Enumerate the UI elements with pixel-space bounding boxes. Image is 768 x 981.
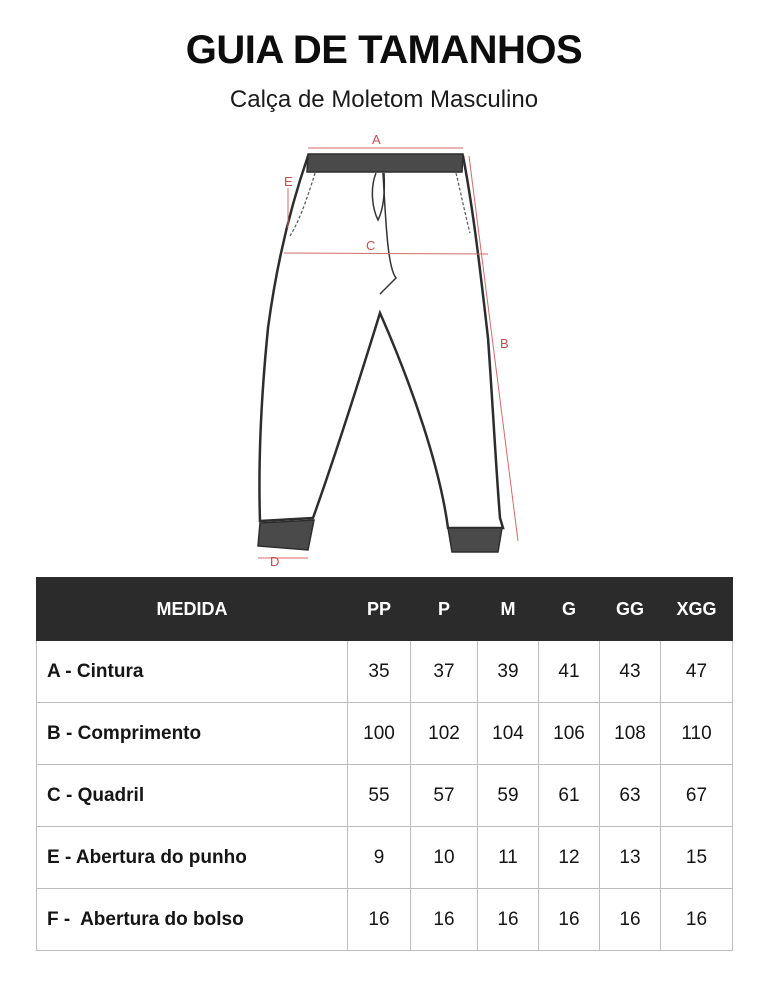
cell: 16 <box>478 889 539 951</box>
header-size: XGG <box>661 578 733 641</box>
header-size: G <box>539 578 600 641</box>
cell: 41 <box>539 641 600 703</box>
table-row <box>37 703 733 765</box>
cell: 11 <box>478 827 539 889</box>
header-size: GG <box>600 578 661 641</box>
row-label: C - Quadril <box>37 765 348 827</box>
row-label: E - Abertura do punho <box>37 827 348 889</box>
cell: 63 <box>600 765 661 827</box>
header-size: P <box>411 578 478 641</box>
page-title: GUIA DE TAMANHOS <box>185 28 583 72</box>
cell: 12 <box>539 827 600 889</box>
cell: 13 <box>600 827 661 889</box>
cell: 37 <box>411 641 478 703</box>
cell: 9 <box>348 827 411 889</box>
cell: 16 <box>600 889 661 951</box>
header-medida: MEDIDA <box>37 578 348 641</box>
page-subtitle: Calça de Moletom Masculino <box>229 86 539 113</box>
pants-diagram <box>248 128 538 573</box>
cell: 57 <box>411 765 478 827</box>
header-size: M <box>478 578 539 641</box>
cell: 16 <box>661 889 733 951</box>
table-row <box>37 889 733 951</box>
cell: 61 <box>539 765 600 827</box>
cell: 102 <box>411 703 478 765</box>
row-label: A - Cintura <box>37 641 348 703</box>
row-label: B - Comprimento <box>37 703 348 765</box>
row-label: F - Abertura do bolso <box>37 889 348 951</box>
size-table <box>36 577 733 951</box>
cell: 67 <box>661 765 733 827</box>
header-size: PP <box>348 578 411 641</box>
cell: 106 <box>539 703 600 765</box>
label-a: A <box>372 132 381 147</box>
cell: 39 <box>478 641 539 703</box>
cell: 110 <box>661 703 733 765</box>
table-row <box>37 641 733 703</box>
table-row <box>37 765 733 827</box>
cell: 47 <box>661 641 733 703</box>
cell: 100 <box>348 703 411 765</box>
cell: 16 <box>539 889 600 951</box>
label-e: E <box>284 174 293 189</box>
label-d: D <box>270 554 280 569</box>
cell: 43 <box>600 641 661 703</box>
cell: 104 <box>478 703 539 765</box>
cell: 15 <box>661 827 733 889</box>
table-row <box>37 827 733 889</box>
left-cuff <box>258 520 314 550</box>
right-cuff <box>448 528 502 552</box>
table-header-row <box>37 578 733 641</box>
cell: 10 <box>411 827 478 889</box>
label-b: B <box>500 336 509 351</box>
cell: 108 <box>600 703 661 765</box>
cell: 59 <box>478 765 539 827</box>
cell: 16 <box>411 889 478 951</box>
label-c: C <box>366 238 376 253</box>
cell: 55 <box>348 765 411 827</box>
cell: 16 <box>348 889 411 951</box>
waistband <box>307 154 463 172</box>
cell: 35 <box>348 641 411 703</box>
